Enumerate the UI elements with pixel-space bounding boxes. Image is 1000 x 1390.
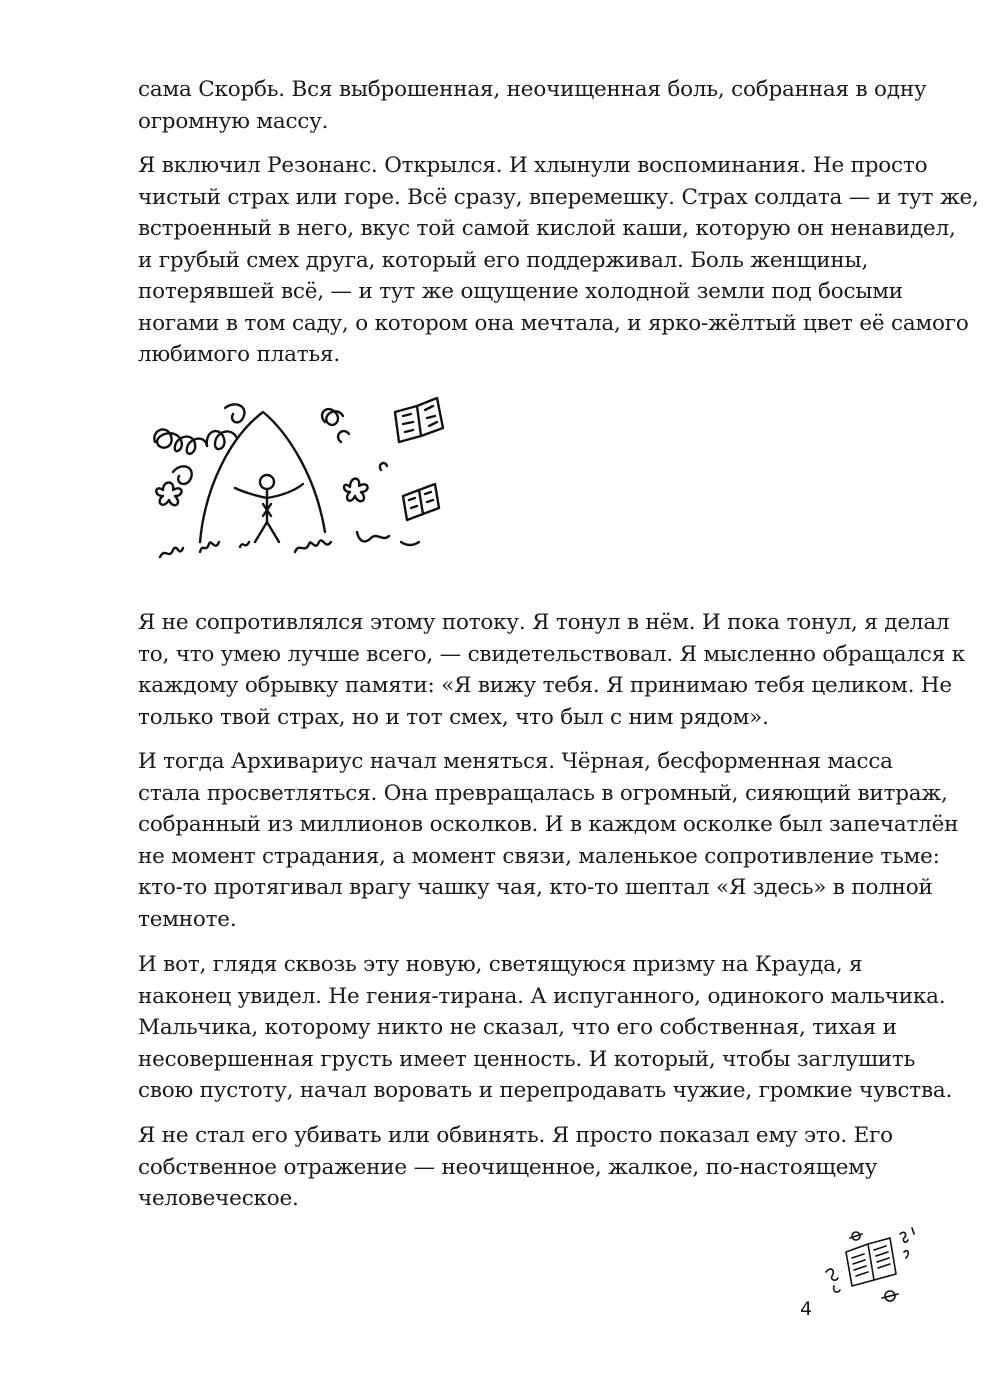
paragraph-4 — [138, 746, 959, 935]
paragraph-line: и грубый смех друга, который его поддерживал. Боль женщины, — [138, 247, 869, 273]
paragraph-line: собственное отражение — неочищенное, жалкое, по-настоящему — [138, 1154, 878, 1180]
paragraph-line: кто-то протягивал врагу чашку чая, кто-то шептал «Я здесь» в полной — [138, 875, 933, 900]
paragraph-6 — [138, 1120, 938, 1215]
paragraph-line: Я не стал его убивать или обвинять. Я просто показал ему это. Его — [138, 1123, 893, 1148]
paragraph-2 — [138, 150, 979, 371]
paragraph-line: сама Скорбь. Вся выброшенная, неочищенная боль, собранная в одну — [138, 77, 927, 102]
paragraph-line: стала просветляться. Она превращалась в огромный, сияющий витраж, — [138, 780, 948, 806]
paragraph-line: человеческое. — [138, 1186, 299, 1211]
paragraph-3 — [138, 607, 965, 733]
paragraph-line: И тогда Архивариус начал меняться. Чёрная, бесформенная масса — [138, 749, 893, 774]
paragraph-line: только твой страх, но и тот смех, что был с ним рядом». — [138, 704, 769, 730]
paragraph-line: потерявшей всё, — и тут же ощущение холодной земли под босыми — [138, 279, 903, 304]
paragraph-line: встроенный в него, вкус той самой кислой каши, которую он ненавидел, — [138, 216, 956, 241]
paragraph-line: И вот, глядя сквозь эту новую, светящуюся призму на Крауда, я — [138, 952, 863, 977]
paragraph-line: Мальчика, которому никто не сказал, что его собственная, тихая и — [138, 1015, 897, 1040]
paragraph-5 — [138, 949, 953, 1107]
paragraph-line: свою пустоту, начал воровать и перепродавать чужие, громкие чувства. — [138, 1078, 953, 1103]
paragraph-line: чистый страх или горе. Всё сразу, вперемешку. Страх солдата — и тут же, — [138, 184, 979, 210]
paragraph-1 — [138, 74, 938, 137]
paragraph-line: Я включил Резонанс. Открылся. И хлынули воспоминания. Не просто — [138, 153, 928, 178]
paragraph-line: ногами в том саду, о котором она мечтала, и ярко-жёлтый цвет её самого — [138, 310, 969, 336]
paragraph-line: любимого платья. — [138, 342, 340, 367]
page-number: 4 — [800, 1298, 813, 1320]
paragraph-line: наконец увидел. Не гения-тирана. А испуганного, одинокого мальчика. — [138, 983, 946, 1009]
corner-book-doodle — [820, 1222, 920, 1308]
paragraph-line: несовершенная грусть имеет ценность. И который, чтобы заглушить — [138, 1046, 916, 1072]
paragraph-line: Я не сопротивлялся этому потоку. Я тонул в нём. И пока тонул, я делал — [138, 610, 950, 635]
paragraph-line: то, что умею лучше всего, — свидетельствовал. Я мысленно обращался к — [138, 641, 965, 667]
doodle-illustration — [145, 392, 455, 572]
paragraph-line: не момент страдания, а момент связи, маленькое сопротивление тьме: — [138, 843, 940, 869]
paragraph-line: каждому обрывку памяти: «Я вижу тебя. Я принимаю тебя целиком. Не — [138, 673, 952, 698]
paragraph-line: собранный из миллионов осколков. И в каждом осколке был запечатлён — [138, 812, 959, 837]
paragraph-line: огромную массу. — [138, 108, 329, 134]
paragraph-line: темноте. — [138, 906, 237, 932]
